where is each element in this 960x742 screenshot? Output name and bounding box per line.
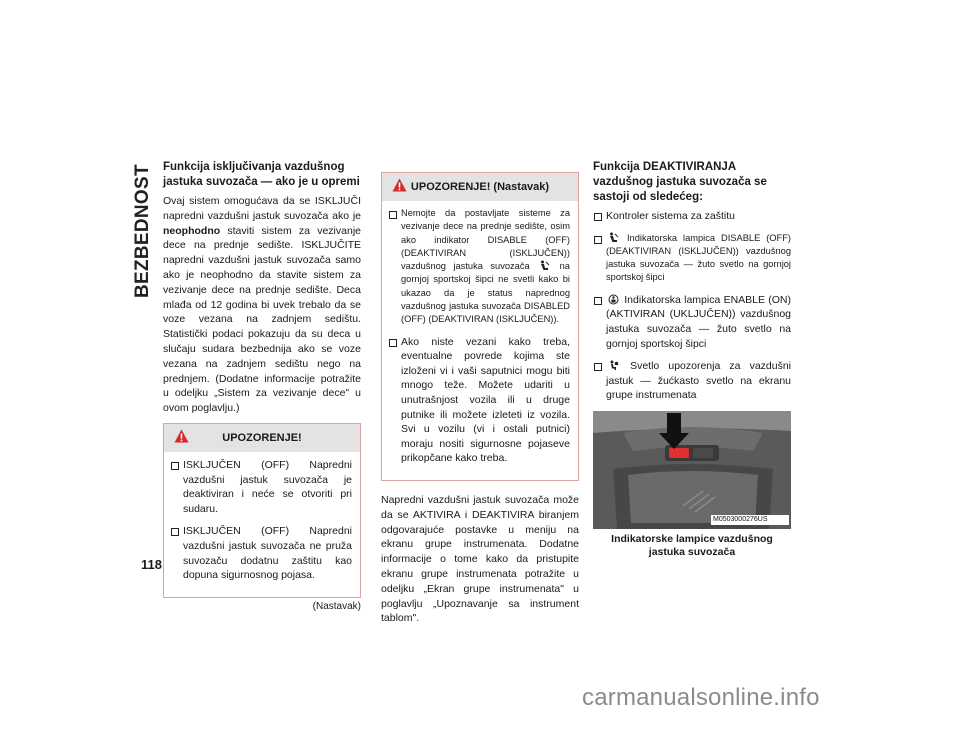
- warning-item: Nemojte da postavljate sisteme za vezivanje dece na prednje sedište, osim ako indikator DISABLE (OFF) (DEAKTIVIRAN (ISKLJUČEN)) vazdušnog jastuka suvozača na gornjoj sportskoj šipci ne svetli kako bi ukazao da je status naprednog vazdušnog jastuka suvozača DISABLED (OFF) (DEAKTIVIRAN (ISKLJUČEN)).: [388, 207, 570, 327]
- airbag-off-icon: [539, 260, 550, 271]
- airbag-warning-icon: [608, 360, 619, 371]
- component-item: Kontroler sistema za zaštitu: [593, 209, 791, 224]
- checkbox-icon: [171, 462, 179, 470]
- body-paragraph: Napredni vazdušni jastuk suvozača može da se AKTIVIRA i DEAKTIVIRA biranjem odgovarajuće postavke u meniju na ekranu grupe instrumenata. Dodatne informacije o tome kako da pristupite ekranu grupe instrumenata potražite u odeljku „Ekran grupe instrumenata" u poglavlju „Upoznavanje sa instrument tablom".: [381, 494, 579, 625]
- warning-box-continued: [381, 172, 579, 481]
- warning-title: UPOZORENJE!: [222, 431, 302, 444]
- continued-label: (Nastavak): [312, 600, 361, 612]
- section-heading: Funkcija DEAKTIVIRANJA vazdušnog jastuka suvozača se sastoji od sledećeg:: [593, 161, 767, 203]
- photo-caption: Indikatorske lampice vazdušnog jastuka suvozača: [611, 532, 773, 558]
- airbag-on-icon: [608, 294, 619, 305]
- warning-item: Ako niste vezani kako treba, eventualne povrede kojima ste izloženi vi i vaši saputnici mogu biti mnogo teže. Možete udariti u unutrašnjost vozila ili u druge putnike ili možete izleteti iz vozila. Svi u vozilu (vi i ostali putnici) moraju nositi sigurnosne pojaseve prikopčane kako treba.: [388, 335, 570, 466]
- airbag-off-icon: [608, 232, 619, 243]
- warning-item: ISKLJUČEN (OFF) Napredni vazdušni jastuk suvozača ne pruža suvozaču dodatnu zaštitu kao dopuna sigurnosnog pojasa.: [170, 524, 352, 582]
- section-heading: Funkcija isključivanja vazdušnog jastuka suvozača — ako je u opremi: [163, 161, 360, 188]
- column-1: [163, 160, 361, 615]
- watermark: carmanualsonline.info: [582, 684, 820, 711]
- warning-header: [164, 424, 360, 452]
- component-item: Svetlo upozorenja za vazdušni jastuk — žućkasto svetlo na ekranu grupe instrumenata: [593, 359, 791, 403]
- checkbox-icon: [594, 213, 602, 221]
- column-2: [381, 160, 579, 626]
- checkbox-icon: [594, 363, 602, 371]
- intro-paragraph: Ovaj sistem omogućava da se ISKLJUČI naprednі vazdušni jastuk suvozača ako je neophodno staviti sistem za vezivanje dece na prednje sedište. ISKLJUČITE napredni vazdušni jastuk suvozača samo ako je neophodno da stavite sistem za vezivanje dece na prednje sedište. Deca mlađa od 12 godina bi uvek trebalo da se voze vezana na zadnjem sedištu. Statistički podaci pokazuju da su deca u slučaju sudara bezbednija ako se voze vezana na zadnjem sedištu nego na prednjem. (Dodatne informacije potražite u odeljku „Sistem za vezivanje dece" u ovom poglavlju.): [163, 195, 361, 415]
- indicator-lamps-photo: [593, 411, 791, 529]
- photo-code: M0503000276US: [713, 515, 768, 523]
- checkbox-icon: [389, 211, 397, 219]
- warning-item: ISKLJUČEN (OFF) Napredni vazdušni jastuk suvozača je deaktiviran i neće se otvoriti pri sudaru.: [170, 458, 352, 516]
- component-item: Indikatorska lampica ENABLE (ON) (AKTIVIRAN (UKLJUČEN)) vazdušnog jastuka suvozača — žuto svetlo na gornjoj sportskoj šipci: [593, 293, 791, 351]
- section-label: BEZBEDNOST: [132, 164, 153, 298]
- warning-triangle-icon: [174, 429, 189, 443]
- warning-title: UPOZORENJE! (Nastavak): [410, 180, 550, 193]
- component-item: Indikatorska lampica DISABLE (OFF) (DEAKTIVIRAN (ISKLJUČEN)) vazdušnog jastuka suvozača — žuto svetlo na gornjoj sportskoj šipci: [593, 232, 791, 285]
- checkbox-icon: [594, 236, 602, 244]
- checkbox-icon: [594, 297, 602, 305]
- warning-triangle-icon: [392, 178, 407, 192]
- warning-header: [382, 173, 578, 201]
- overhead-console-illustration: [593, 411, 791, 529]
- checkbox-icon: [171, 528, 179, 536]
- checkbox-icon: [389, 339, 397, 347]
- column-3: [593, 160, 791, 559]
- warning-box: [163, 423, 361, 598]
- page-number: 118: [141, 557, 162, 572]
